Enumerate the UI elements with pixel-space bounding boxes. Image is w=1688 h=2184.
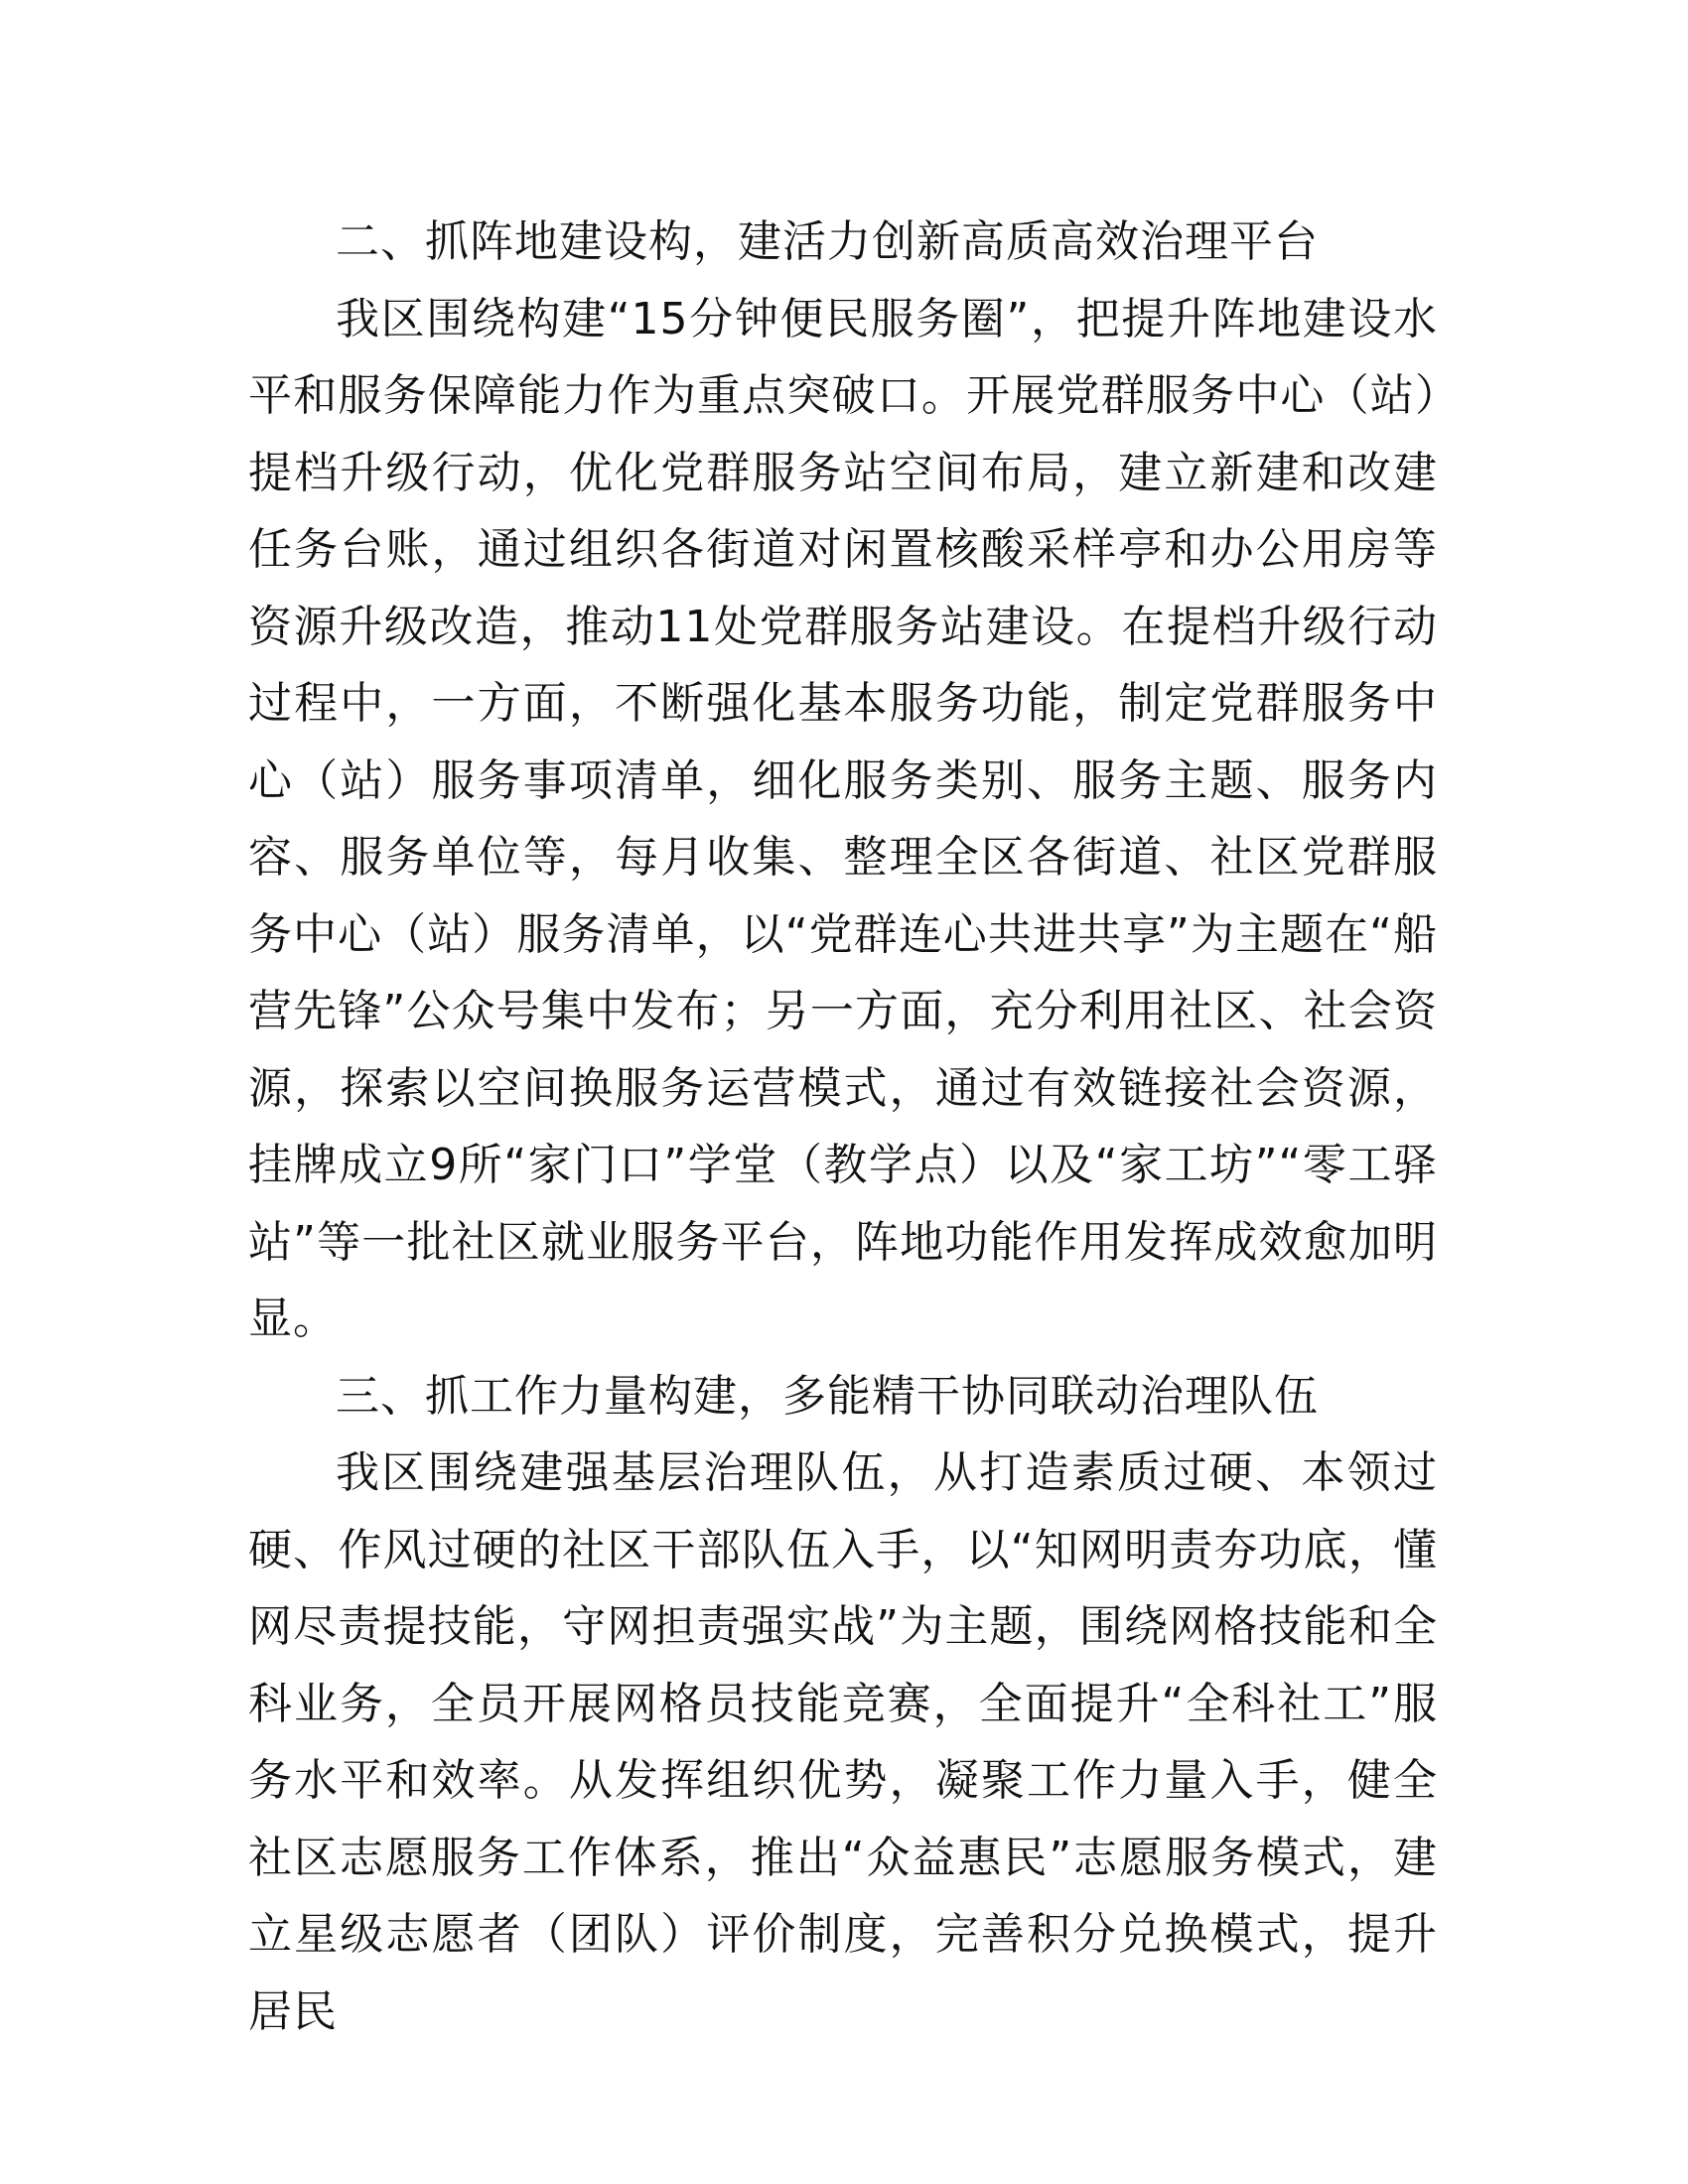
section-three-heading: 三、抓工作力量构建，多能精干协同联动治理队伍 — [336, 1370, 1319, 1422]
document-page — [248, 204, 1438, 2050]
section-three-paragraph: 我区围绕建强基层治理队伍，从打造素质过硬、本领过硬、作风过硬的社区干部队伍入手，以“知网明责夯功底，懂网尽责提技能，守网担责强实战”为主题，围绕网格技能和全科业务，全员开展网格员技能竞赛，全面提升“全科社工”服务水平和效率。从发挥组织优势，凝聚工作力量入手，健全社区志愿服务工作体系，推出“众益惠民”志愿服务模式，建立星级志愿者（团队）评价制度，完善积分兑换模式，提升居民 — [248, 1447, 1438, 2037]
section-two-heading: 二、抓阵地建设构，建活力创新高质高效治理平台 — [336, 216, 1319, 267]
section-two-paragraph: 我区围绕构建“15分钟便民服务圈”，把提升阵地建设水平和服务保障能力作为重点突破口。开展党群服务中心（站）提档升级行动，优化党群服务站空间布局，建立新建和改建任务台账，通过组织各街道对闲置核酸采样亭和办公用房等资源升级改造，推动11处党群服务站建设。在提档升级行动过程中，一方面，不断强化基本服务功能，制定党群服务中心（站）服务事项清单，细化服务类别、服务主题、服务内容、服务单位等，每月收集、整理全区各街道、社区党群服务中心（站）服务清单，以“党群连心共进共享”为主题在“船营先锋”公众号集中发布；另一方面，充分利用社区、社会资源，探索以空间换服务运营模式，通过有效链接社会资源，挂牌成立9所“家门口”学堂（教学点）以及“家工坊”“零工驿站”等一批社区就业服务平台，阵地功能作用发挥成效愈加明显。 — [248, 293, 1438, 1344]
